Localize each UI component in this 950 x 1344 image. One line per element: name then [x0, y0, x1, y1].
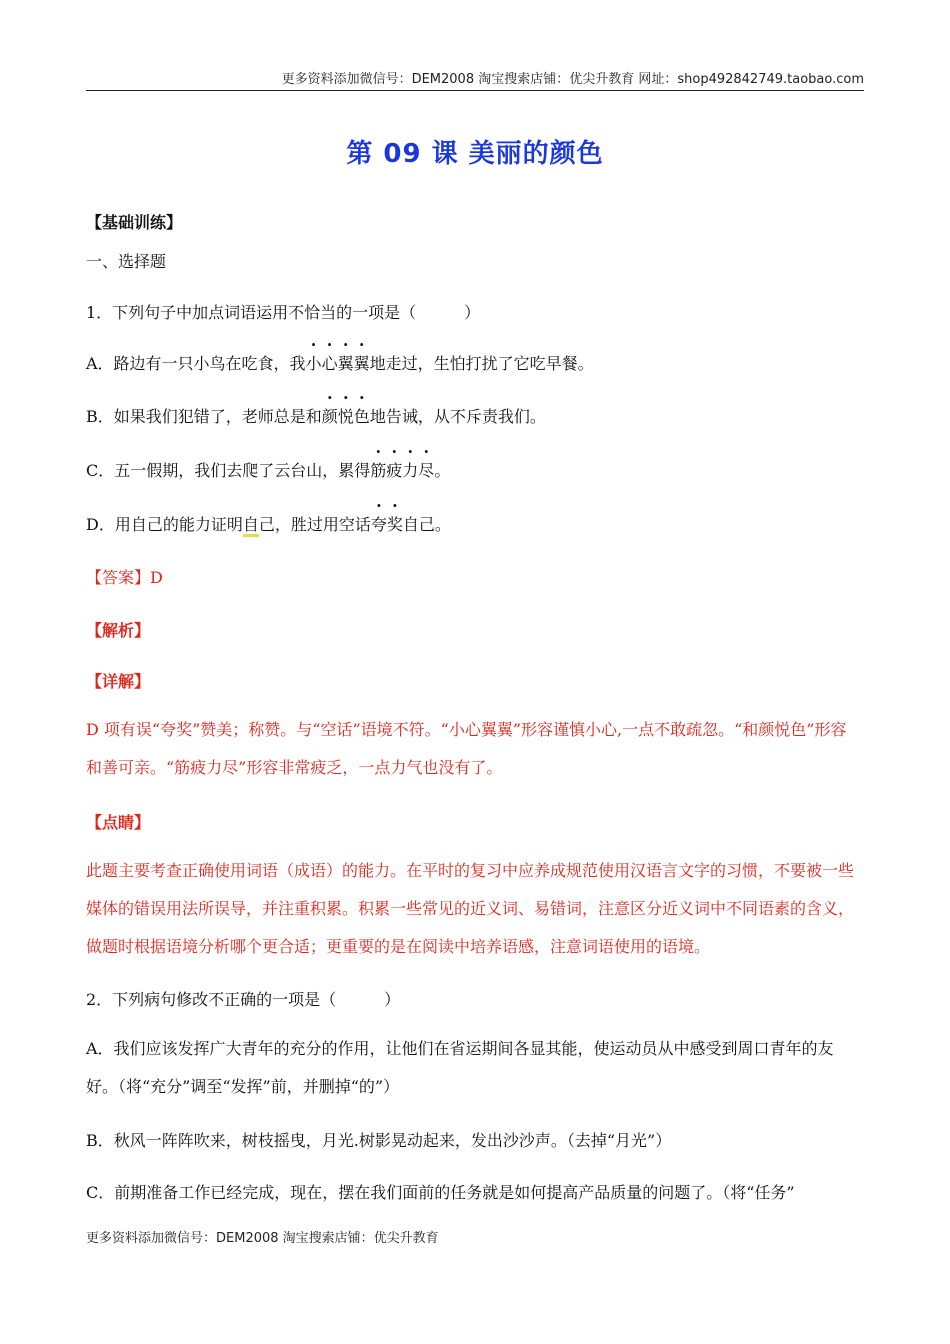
part-heading: 一、选择题 — [86, 252, 167, 271]
detail-text: D 项有误“夸奖”赞美；称赞。与“空话”语境不符。“小心翼翼”形容谨慎小心,一点不敢疏忽。“和颜悦色”形容和善可亲。“筋疲力尽”形容非常疲乏，一点力气也没有了。 — [86, 720, 847, 777]
lesson-title: 第 09 课 美丽的颜色 — [346, 139, 604, 169]
dotted-char: 尽 — [418, 461, 435, 480]
dotted-words — [322, 407, 370, 426]
option-text: D．用自己的能力证明 — [86, 515, 243, 534]
option-text: B．如果我们犯错了，老师总是和 — [86, 407, 322, 426]
dotted-char: 小 — [305, 354, 322, 373]
page-footer: 更多资料添加微信号：DEM2008 淘宝搜索店铺：优尖升教育 — [86, 1231, 439, 1246]
point-label: 【点睛】 — [86, 813, 151, 832]
question-1-option-b — [86, 404, 862, 430]
option-text: 地走过，生怕打扰了它吃早餐。 — [369, 354, 594, 373]
dotted-char: 翼 — [337, 354, 354, 373]
dotted-char: 悦 — [337, 407, 354, 426]
dotted-char: 颜 — [321, 407, 338, 426]
question-1-option-d — [86, 512, 862, 538]
option-text: A．路边有一只小鸟在吃食，我 — [86, 354, 306, 373]
dotted-char: 夸 — [370, 515, 387, 534]
dotted-char: 色 — [353, 407, 370, 426]
option-text: 。 — [434, 461, 451, 480]
question-2-stem: 2．下列病句修改不正确的一项是（ ） — [86, 990, 401, 1009]
point-text: 此题主要考查正确使用词语（成语）的能力。在平时的复习中应养成规范使用汉语言文字的习惯，不要被一些媒体的错误用法所误导，并注重积累。积累一些常见的近义词、易错词，注意区分近义词中不同语素的含义，做题时根据语境分析哪个更合适；更重要的是在阅读中培养语感，注意词语使用的语境。 — [86, 861, 855, 956]
dotted-words — [370, 461, 434, 480]
question-2-option-c: C．前期准备工作已经完成，现在，摆在我们面前的任务就是如何提高产品质量的问题了。（将“任务” — [86, 1183, 795, 1202]
answer-label: 【答案】D — [86, 568, 163, 587]
dotted-words — [306, 354, 370, 373]
section-heading: 【基础训练】 — [86, 213, 183, 232]
dotted-char: 奖 — [386, 515, 403, 534]
question-1-option-c — [86, 458, 862, 484]
dotted-char: 筋 — [370, 461, 387, 480]
question-1-stem: 1．下列句子中加点词语运用不恰当的一项是（ ） — [86, 303, 481, 322]
question-2-option-b: B．秋风一阵阵吹来，树枝摇曳，月光.树影晃动起来，发出沙沙声。（去掉“月光”） — [86, 1131, 672, 1150]
option-text: 己，胜过用空话 — [258, 515, 371, 534]
dotted-char: 心 — [321, 354, 338, 373]
option-text: C．五一假期，我们去爬了云台山，累得 — [86, 461, 371, 480]
question-1-option-a — [86, 351, 862, 377]
option-text: 地告诫，从不斥责我们。 — [369, 407, 546, 426]
analysis-label: 【解析】 — [86, 621, 151, 640]
highlighted-char: 自 — [243, 515, 259, 537]
dotted-words — [371, 515, 403, 534]
question-2-option-a: A．我们应该发挥广大青年的充分的作用，让他们在省运期间各显其能，使运动员从中感受到周口青年的友好。（将“充分”调至“发挥”前，并删掉“的”） — [86, 1039, 834, 1096]
option-text: 自己。 — [402, 515, 451, 534]
dotted-char: 翼 — [353, 354, 370, 373]
dotted-char: 疲 — [386, 461, 403, 480]
page-header: 更多资料添加微信号：DEM2008 淘宝搜索店铺：优尖升教育 网址：shop492842749.taobao.com — [86, 68, 864, 91]
detail-label: 【详解】 — [86, 672, 151, 691]
dotted-char: 力 — [402, 461, 419, 480]
